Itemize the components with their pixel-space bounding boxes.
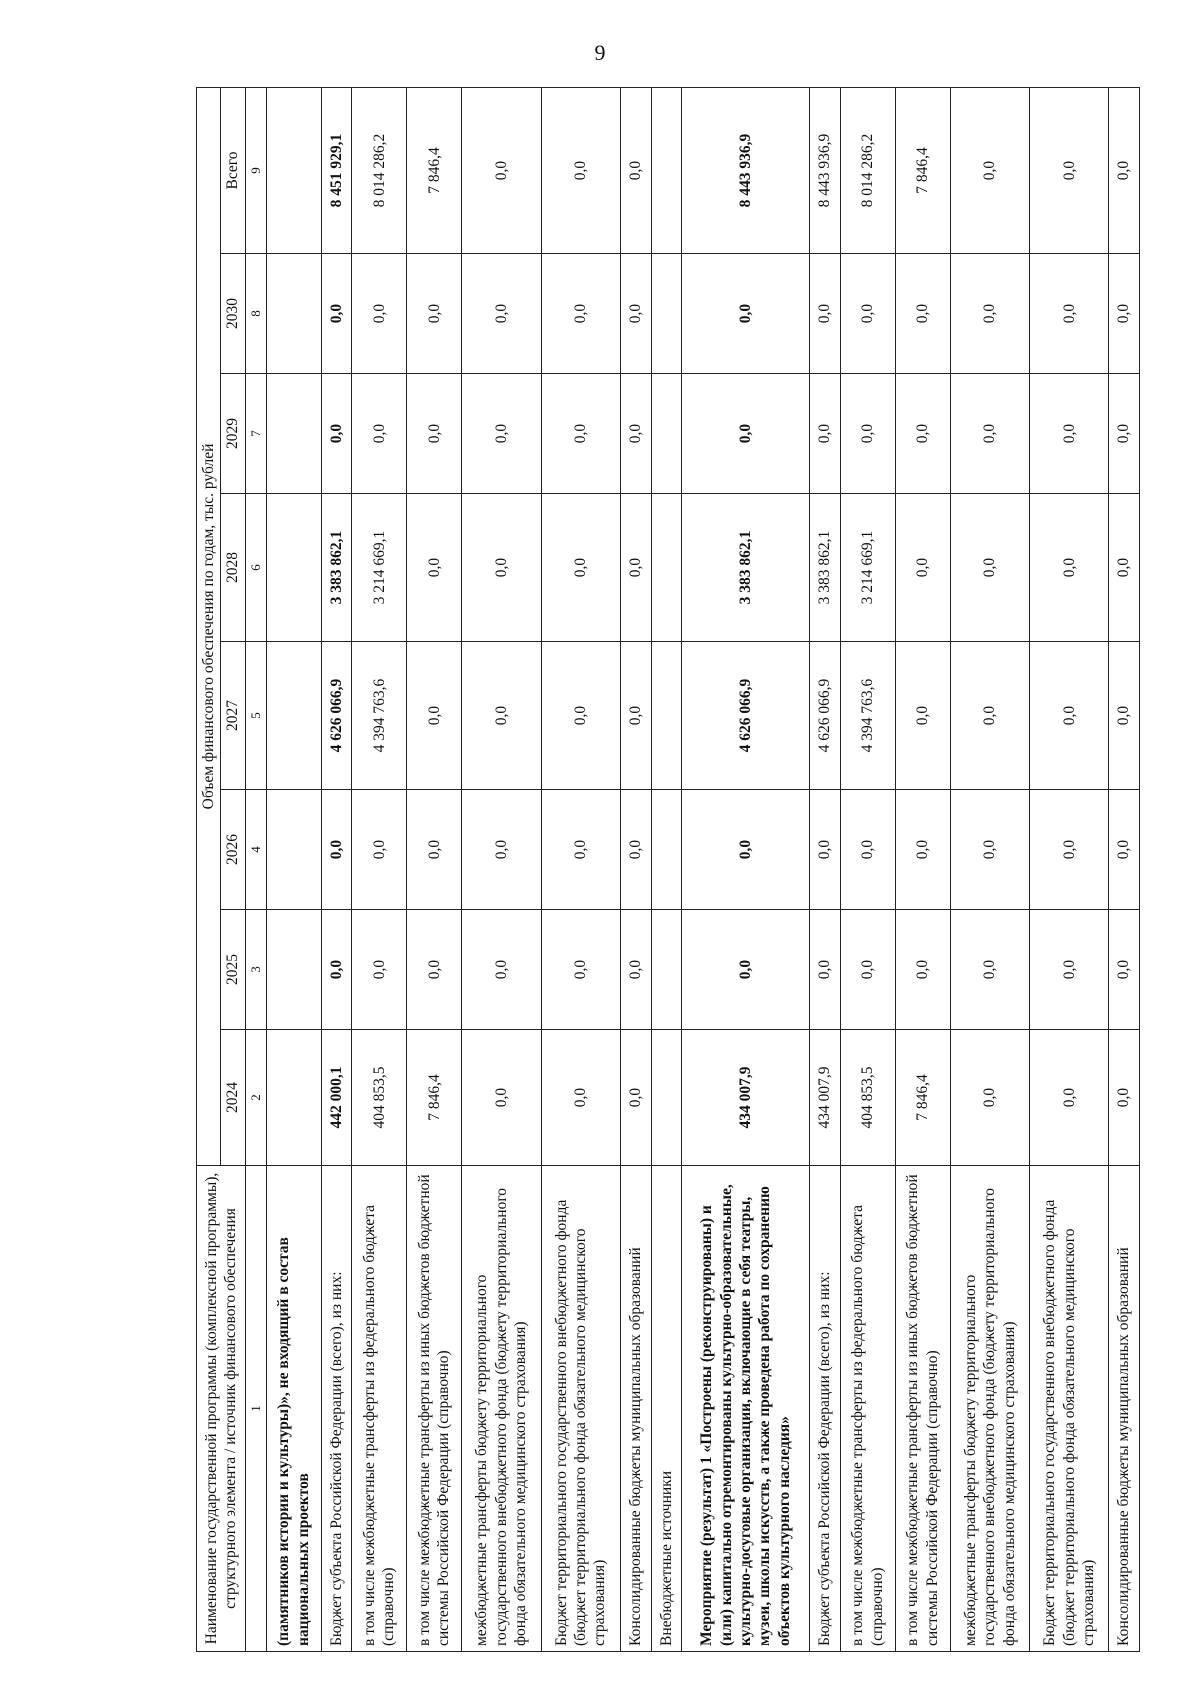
row-year-value: 0,0 [1030, 642, 1109, 790]
row-year-value: 0,0 [895, 374, 950, 494]
row-year-value [266, 1030, 321, 1166]
row-year-value: 3 214 669,1 [352, 494, 407, 642]
row-year-value: 0,0 [1030, 910, 1109, 1030]
row-source-name: межбюджетные трансферты бюджету территориального государственного внебюджетного фонда (бюджету территориального фонда обязательного медицинского страхования) [462, 1166, 541, 1652]
row-year-value: 0,0 [541, 790, 620, 910]
row-year-value: 4 394 763,6 [840, 642, 895, 790]
table-row [620, 88, 651, 1652]
row-source-name: Бюджет территориального государственного внебюджетного фонда (бюджет территориального фонда обязательного медицинского страхования) [541, 1166, 620, 1652]
row-year-value: 404 853,5 [352, 1030, 407, 1166]
row-year-value [266, 494, 321, 642]
row-year-value: 0,0 [950, 254, 1029, 374]
row-year-value: 0,0 [321, 254, 352, 374]
row-source-name: межбюджетные трансферты бюджету территориального государственного внебюджетного фонда (бюджету территориального фонда обязательного медицинского страхования) [950, 1166, 1029, 1652]
row-year-value [266, 790, 321, 910]
row-total-value: 8 014 286,2 [840, 88, 895, 254]
row-total-value: 8 451 929,1 [321, 88, 352, 254]
row-year-value: 0,0 [895, 642, 950, 790]
row-year-value: 0,0 [682, 910, 810, 1030]
row-year-value: 0,0 [352, 374, 407, 494]
row-total-value: 0,0 [541, 88, 620, 254]
table-row [266, 88, 321, 1652]
row-total-value: 0,0 [950, 88, 1029, 254]
col-number: 7 [245, 374, 266, 494]
row-year-value: 0,0 [840, 374, 895, 494]
row-year-value: 0,0 [840, 790, 895, 910]
row-total-value: 7 846,4 [407, 88, 462, 254]
row-year-value: 0,0 [352, 254, 407, 374]
row-source-name: Мероприятие (результат) 1 «Построены (реконструированы) и (или) капитально отремонтированы культурно-образовательные, культурно-досуговые организации, включающие в себя театры, музеи, школы искусств, а также проведена работа по сохранению объектов культурного наследия» [682, 1166, 810, 1652]
row-year-value: 0,0 [407, 374, 462, 494]
row-source-name: в том числе межбюджетные трансферты из федерального бюджета (справочно) [352, 1166, 407, 1652]
row-year-value: 0,0 [682, 790, 810, 910]
row-year-value: 0,0 [407, 494, 462, 642]
row-total-value [651, 88, 682, 254]
row-year-value: 0,0 [810, 910, 841, 1030]
row-year-value: 434 007,9 [682, 1030, 810, 1166]
header-total: Всего [221, 88, 245, 254]
header-year: 2024 [221, 1030, 245, 1166]
row-year-value: 0,0 [541, 374, 620, 494]
row-year-value [266, 910, 321, 1030]
table-body [266, 88, 1139, 1652]
row-year-value: 0,0 [462, 642, 541, 790]
row-source-name: Консолидированные бюджеты муниципальных образований [620, 1166, 651, 1652]
table-row [407, 88, 462, 1652]
row-year-value [266, 642, 321, 790]
row-year-value: 0,0 [321, 374, 352, 494]
row-year-value: 0,0 [462, 494, 541, 642]
table-row [1109, 88, 1140, 1652]
col-number: 6 [245, 494, 266, 642]
row-year-value [651, 494, 682, 642]
row-year-value: 0,0 [682, 254, 810, 374]
header-year: 2028 [221, 494, 245, 642]
row-year-value: 0,0 [1109, 494, 1140, 642]
row-total-value: 0,0 [1030, 88, 1109, 254]
row-year-value: 0,0 [541, 642, 620, 790]
row-source-name: в том числе межбюджетные трансферты из иных бюджетов бюджетной системы Российской Федерации (справочно) [407, 1166, 462, 1652]
header-year: 2029 [221, 374, 245, 494]
row-year-value: 0,0 [950, 910, 1029, 1030]
row-year-value: 0,0 [462, 790, 541, 910]
row-year-value: 0,0 [950, 790, 1029, 910]
row-year-value: 0,0 [620, 374, 651, 494]
row-year-value [651, 642, 682, 790]
row-year-value: 0,0 [407, 910, 462, 1030]
row-year-value: 0,0 [1109, 642, 1140, 790]
table-row [810, 88, 841, 1652]
row-year-value [651, 790, 682, 910]
row-year-value: 0,0 [950, 374, 1029, 494]
header-name-col: Наименование государственной программы (комплексной программы), структурного элемента / источник финансового обеспечения [197, 1166, 246, 1652]
row-year-value: 0,0 [1030, 1030, 1109, 1166]
row-year-value: 7 846,4 [407, 1030, 462, 1166]
page-number: 9 [594, 40, 606, 65]
header-year: 2030 [221, 254, 245, 374]
row-year-value: 0,0 [950, 494, 1029, 642]
header-volume-group: Объем финансового обеспечения по годам, тыс. рублей [197, 88, 221, 1166]
table-row [651, 88, 682, 1652]
row-year-value: 0,0 [1030, 374, 1109, 494]
row-year-value: 0,0 [810, 254, 841, 374]
financing-table [196, 87, 1140, 1652]
row-year-value: 7 846,4 [895, 1030, 950, 1166]
row-year-value: 4 626 066,9 [321, 642, 352, 790]
row-total-value: 0,0 [462, 88, 541, 254]
row-year-value: 0,0 [620, 494, 651, 642]
rotated-table-wrapper [196, 88, 1140, 1652]
row-year-value: 0,0 [541, 1030, 620, 1166]
row-total-value: 0,0 [620, 88, 651, 254]
row-year-value: 0,0 [407, 642, 462, 790]
row-total-value: 8 014 286,2 [352, 88, 407, 254]
row-year-value: 0,0 [810, 374, 841, 494]
row-source-name: в том числе межбюджетные трансферты из федерального бюджета (справочно) [840, 1166, 895, 1652]
row-year-value [651, 254, 682, 374]
row-year-value: 4 394 763,6 [352, 642, 407, 790]
row-year-value: 0,0 [1109, 910, 1140, 1030]
col-number: 8 [245, 254, 266, 374]
header-year: 2025 [221, 910, 245, 1030]
row-year-value: 0,0 [462, 374, 541, 494]
row-year-value: 0,0 [1109, 790, 1140, 910]
row-year-value: 434 007,9 [810, 1030, 841, 1166]
col-number: 5 [245, 642, 266, 790]
row-source-name: Бюджет субъекта Российской Федерации (всего), из них: [810, 1166, 841, 1652]
row-year-value: 442 000,1 [321, 1030, 352, 1166]
row-year-value: 0,0 [321, 790, 352, 910]
row-year-value: 0,0 [541, 494, 620, 642]
row-year-value [266, 254, 321, 374]
table-row [462, 88, 541, 1652]
row-year-value: 3 214 669,1 [840, 494, 895, 642]
header-year: 2027 [221, 642, 245, 790]
row-year-value: 0,0 [462, 1030, 541, 1166]
row-year-value: 4 626 066,9 [810, 642, 841, 790]
row-year-value: 0,0 [321, 910, 352, 1030]
row-year-value: 3 383 862,1 [810, 494, 841, 642]
row-year-value: 0,0 [620, 254, 651, 374]
row-source-name: Консолидированные бюджеты муниципальных образований [1109, 1166, 1140, 1652]
row-year-value: 0,0 [352, 790, 407, 910]
table-row [840, 88, 895, 1652]
table-row [950, 88, 1029, 1652]
col-number: 4 [245, 790, 266, 910]
row-year-value: 0,0 [541, 254, 620, 374]
table-row [682, 88, 810, 1652]
row-total-value: 7 846,4 [895, 88, 950, 254]
row-year-value: 0,0 [541, 910, 620, 1030]
table-row [1030, 88, 1109, 1652]
row-year-value [651, 1030, 682, 1166]
row-total-value: 8 443 936,9 [810, 88, 841, 254]
row-year-value: 0,0 [1030, 254, 1109, 374]
row-year-value: 0,0 [950, 642, 1029, 790]
row-year-value: 0,0 [1109, 254, 1140, 374]
row-year-value [651, 374, 682, 494]
row-year-value: 0,0 [620, 642, 651, 790]
row-year-value: 0,0 [840, 910, 895, 1030]
col-number: 9 [245, 88, 266, 254]
row-year-value: 0,0 [1030, 790, 1109, 910]
row-year-value: 0,0 [407, 790, 462, 910]
row-source-name: (памятников истории и культуры)», не входящий в состав национальных проектов [266, 1166, 321, 1652]
row-year-value: 0,0 [462, 254, 541, 374]
row-year-value: 4 626 066,9 [682, 642, 810, 790]
row-year-value: 0,0 [895, 790, 950, 910]
row-source-name: в том числе межбюджетные трансферты из иных бюджетов бюджетной системы Российской Федерации (справочно) [895, 1166, 950, 1652]
row-year-value: 404 853,5 [840, 1030, 895, 1166]
row-total-value: 0,0 [1109, 88, 1140, 254]
header-row-1 [197, 88, 221, 1652]
col-number: 3 [245, 910, 266, 1030]
row-year-value: 0,0 [1030, 494, 1109, 642]
row-year-value: 0,0 [895, 494, 950, 642]
row-year-value: 0,0 [950, 1030, 1029, 1166]
row-year-value: 0,0 [620, 1030, 651, 1166]
row-year-value: 0,0 [1109, 1030, 1140, 1166]
header-row-col-numbers [245, 88, 266, 1652]
table-row [321, 88, 352, 1652]
row-source-name: Бюджет территориального государственного внебюджетного фонда (бюджет территориального фонда обязательного медицинского страхования) [1030, 1166, 1109, 1652]
row-year-value: 3 383 862,1 [321, 494, 352, 642]
header-year: 2026 [221, 790, 245, 910]
row-total-value: 8 443 936,9 [682, 88, 810, 254]
col-number: 2 [245, 1030, 266, 1166]
col-number: 1 [245, 1166, 266, 1652]
table-row [541, 88, 620, 1652]
row-year-value: 0,0 [407, 254, 462, 374]
row-year-value [266, 374, 321, 494]
row-year-value: 0,0 [352, 910, 407, 1030]
row-year-value: 0,0 [462, 910, 541, 1030]
table-row [895, 88, 950, 1652]
row-year-value: 0,0 [620, 910, 651, 1030]
row-year-value: 0,0 [895, 910, 950, 1030]
row-year-value [651, 910, 682, 1030]
row-year-value: 0,0 [840, 254, 895, 374]
row-total-value [266, 88, 321, 254]
row-year-value: 0,0 [895, 254, 950, 374]
table-row [352, 88, 407, 1652]
row-year-value: 0,0 [810, 790, 841, 910]
row-year-value: 3 383 862,1 [682, 494, 810, 642]
row-source-name: Бюджет субъекта Российской Федерации (всего), из них: [321, 1166, 352, 1652]
row-year-value: 0,0 [620, 790, 651, 910]
row-year-value: 0,0 [682, 374, 810, 494]
row-source-name: Внебюджетные источники [651, 1166, 682, 1652]
row-year-value: 0,0 [1109, 374, 1140, 494]
